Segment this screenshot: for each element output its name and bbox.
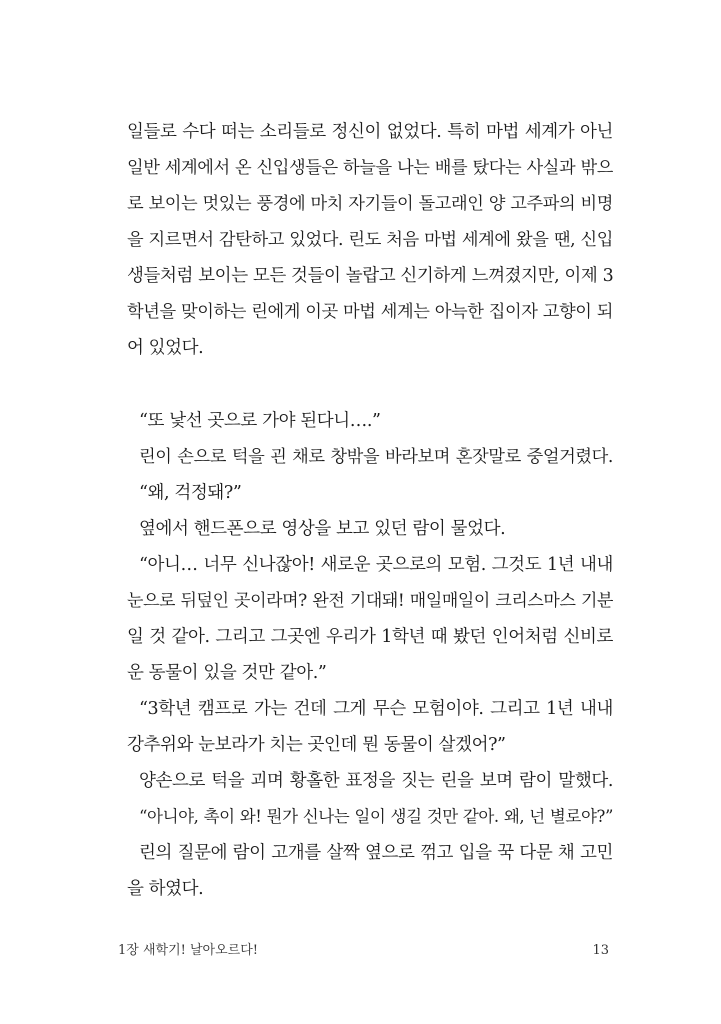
text-line: 을 지르면서 감탄하고 있었다. 린도 처음 마법 세계에 왔을 땐, 신입 [127,230,613,250]
page-number: 13 [592,943,609,958]
text-line: “또 낯선 곳으로 가야 된다니….” [139,411,381,431]
body-text [127,114,613,907]
text-line: 일 것 같아. 그리고 그곳엔 우리가 1학년 때 봤던 인어처럼 신비로 [127,627,613,647]
text-line: 강추위와 눈보라가 치는 곳인데 뭔 동물이 살겠어?” [127,735,506,755]
text-line: 을 하였다. [127,879,204,899]
text-line: 양손으로 턱을 괴며 황홀한 표정을 짓는 린을 보며 람이 말했다. [139,771,613,791]
text-line: 로 보이는 멋있는 풍경에 마치 자기들이 돌고래인 양 고주파의 비명 [127,194,613,214]
text-line: “3학년 캠프로 가는 건데 그게 무슨 모험이야. 그리고 1년 내내 [139,699,613,719]
text-line: “아니야, 촉이 와! 뭔가 신나는 일이 생길 것만 같아. 왜, 넌 별로야?” [139,807,613,826]
text-line: 운 동물이 있을 것만 같아.” [127,663,327,683]
chapter-title: 1장 새학기! 날아오르다! [118,943,259,958]
text-line: “아니… 너무 신나잖아! 새로운 곳으로의 모험. 그것도 1년 내내 [139,555,613,575]
paragraph-gap [127,366,613,403]
text-line: 린이 손으로 턱을 괸 채로 창밖을 바라보며 혼잣말로 중얼거렸다. [139,447,613,467]
text-line: 린의 질문에 람이 고개를 살짝 옆으로 꺾고 입을 꾹 다문 채 고민 [139,843,613,863]
text-line: 일반 세계에서 온 신입생들은 하늘을 나는 배를 탔다는 사실과 밖으 [127,158,613,178]
text-line: “왜, 걱정돼?” [139,483,242,503]
page-footer [118,940,609,962]
text-line: 생들처럼 보이는 모든 것들이 놀랍고 신기하게 느껴졌지만, 이제 3 [127,266,614,286]
text-line: 학년을 맞이하는 린에게 이곳 마법 세계는 아늑한 집이자 고향이 되 [127,302,613,322]
text-line: 일들로 수다 떠는 소리들로 정신이 없었다. 특히 마법 세계가 아닌 [127,122,613,142]
text-line: 눈으로 뒤덮인 곳이라며? 완전 기대돼! 매일매일이 크리스마스 기분 [127,591,613,611]
text-line: 어 있었다. [127,338,204,358]
text-line: 옆에서 핸드폰으로 영상을 보고 있던 람이 물었다. [139,519,506,539]
